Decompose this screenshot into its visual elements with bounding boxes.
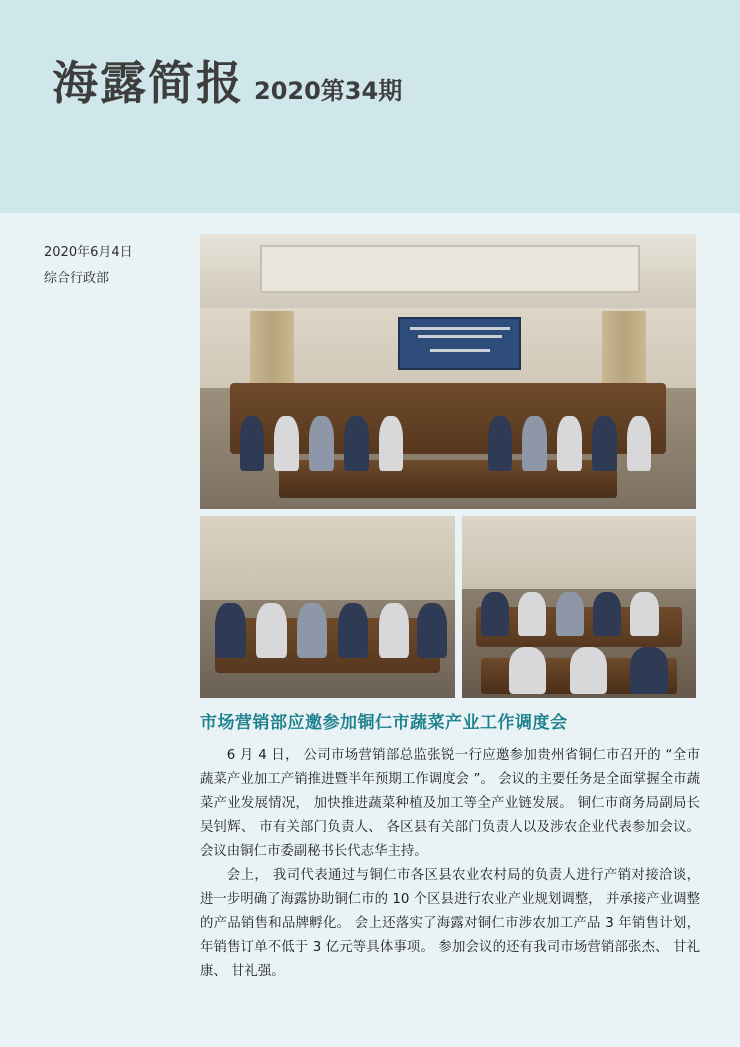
photo-scene (200, 516, 455, 698)
article-headline: 市场营销部应邀参加铜仁市蔬菜产业工作调度会 (200, 713, 568, 733)
header-banner (0, 0, 740, 213)
photo-scene (200, 234, 696, 509)
photo-scene (462, 516, 696, 698)
attendees-right-photo (462, 516, 696, 698)
article-paragraph-2: 会上， 我司代表通过与铜仁市各区县农业农村局的负责人进行产销对接洽谈， 进一步明确了海露协助铜仁市的 10 个区县进行农业产业规划调整， 并承接产业调整的产品销售和品牌孵化。 会上还落实了海露对铜仁市涉农加工产品 3 年销售计划， 年销售订单不低于 3 亿元等具体事项。 参加会议的还有我司市场营销部张杰、 甘礼康、 甘礼强。 (200, 868, 700, 979)
issue-number: 2020第34期 (254, 77, 403, 105)
meta-block (44, 240, 194, 292)
department-name: 综合行政部 (44, 271, 110, 286)
projection-screen (398, 317, 521, 371)
banner-title-group (52, 56, 403, 110)
attendees-left-photo (200, 516, 455, 698)
conference-room-wide-photo (200, 234, 696, 509)
publication-title: 海露简报 (52, 56, 244, 110)
article-paragraph-1: 6 月 4 日， 公司市场营销部总监张锐一行应邀参加贵州省铜仁市召开的 “全市蔬菜产业加工产销推进暨半年预期工作调度会 ”。 会议的主要任务是全面掌握全市蔬菜产业发展情况， 加快推进蔬菜种植及加工等全产业链发展。 铜仁市商务局副局长吴钊辉、 市有关部门负责人、 各区县有关部门负责人以及涉农企业代表参加会议。 会议由铜仁市委副秘书长代志华主持。 (200, 748, 700, 859)
publish-date: 2020年6月4日 (44, 245, 133, 260)
article-body (200, 744, 700, 984)
